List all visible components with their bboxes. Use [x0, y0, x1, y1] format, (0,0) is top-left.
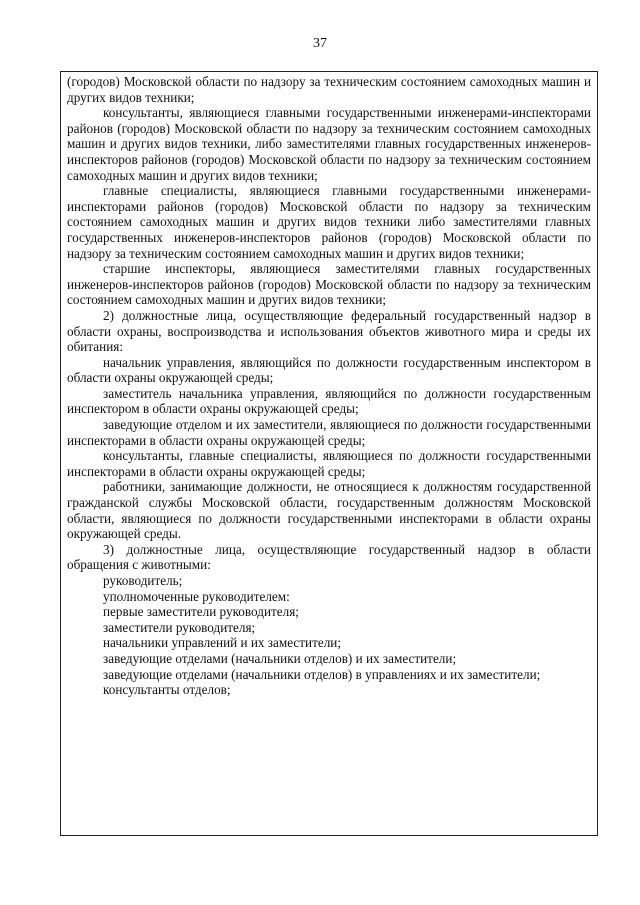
- paragraph: консультанты, главные специалисты, являющиеся по должности государственными инспекторами в области охраны окружающей среды;: [67, 448, 591, 479]
- paragraph: 2) должностные лица, осуществляющие федеральный государственный надзор в области охраны, воспроизводства и использования объектов животного мира и среды их обитания:: [67, 307, 591, 355]
- page-number: 37: [313, 36, 327, 51]
- paragraph: уполномоченные руководителем:: [103, 588, 290, 604]
- paragraph: главные специалисты, являющиеся главными государственными инженерами-инспекторами районов (городов) Московской области по надзору за техническим состоянием самоходных машин и других видов техники либо заместителями главных государственных инженеров-инспекторов районов (городов) Московской области по надзору за техническим состоянием самоходных машин и других видов техники;: [67, 183, 591, 261]
- paragraph: старшие инспекторы, являющиеся заместителями главных государственных инженеров-инспекторов районов (городов) Московской области по надзору за техническим состоянием самоходных машин и других видов техники;: [67, 261, 591, 308]
- paragraph: заместитель начальника управления, являющийся по должности государственным инспектором в области охраны окружающей среды;: [67, 385, 591, 417]
- paragraph: руководитель;: [103, 573, 183, 588]
- paragraph: работники, занимающие должности, не относящиеся к должностям государственной гражданской службы Московской области, государственным должностям Московской области, являющиеся по должности государственными инспекторами в области охраны окружающей среды.: [67, 479, 591, 542]
- paragraph: консультанты, являющиеся главными государственными инженерами-инспекторами районов (городов) Московской области по надзору за техническим состоянием самоходных машин и других видов техники, либо заместителями главных государственных инженеров-инспекторов районов (городов) Московской области по надзору за техническим состоянием самоходных машин и других видов техники;: [67, 105, 591, 183]
- paragraph: 3) должностные лица, осуществляющие государственный надзор в области обращения с животными:: [67, 541, 591, 573]
- paragraph: заведующие отделами (начальники отделов) в управлениях и их заместители;: [103, 666, 541, 682]
- paragraph: заведующие отделами (начальники отделов) и их заместители;: [103, 650, 457, 666]
- paragraph: (городов) Московской области по надзору за техническим состоянием самоходных машин и других видов техники;: [67, 74, 591, 105]
- paragraph: начальник управления, являющийся по должности государственным инспектором в области охраны окружающей среды;: [67, 354, 591, 386]
- document-frame: [60, 71, 598, 836]
- paragraph: заведующие отделом и их заместители, являющиеся по должности государственными инспекторами в области охраны окружающей среды;: [67, 417, 591, 448]
- paragraph: начальники управлений и их заместители;: [103, 635, 341, 651]
- paragraph: консультанты отделов;: [103, 682, 231, 698]
- paragraph: первые заместители руководителя;: [103, 604, 299, 620]
- paragraph: заместители руководителя;: [103, 619, 256, 635]
